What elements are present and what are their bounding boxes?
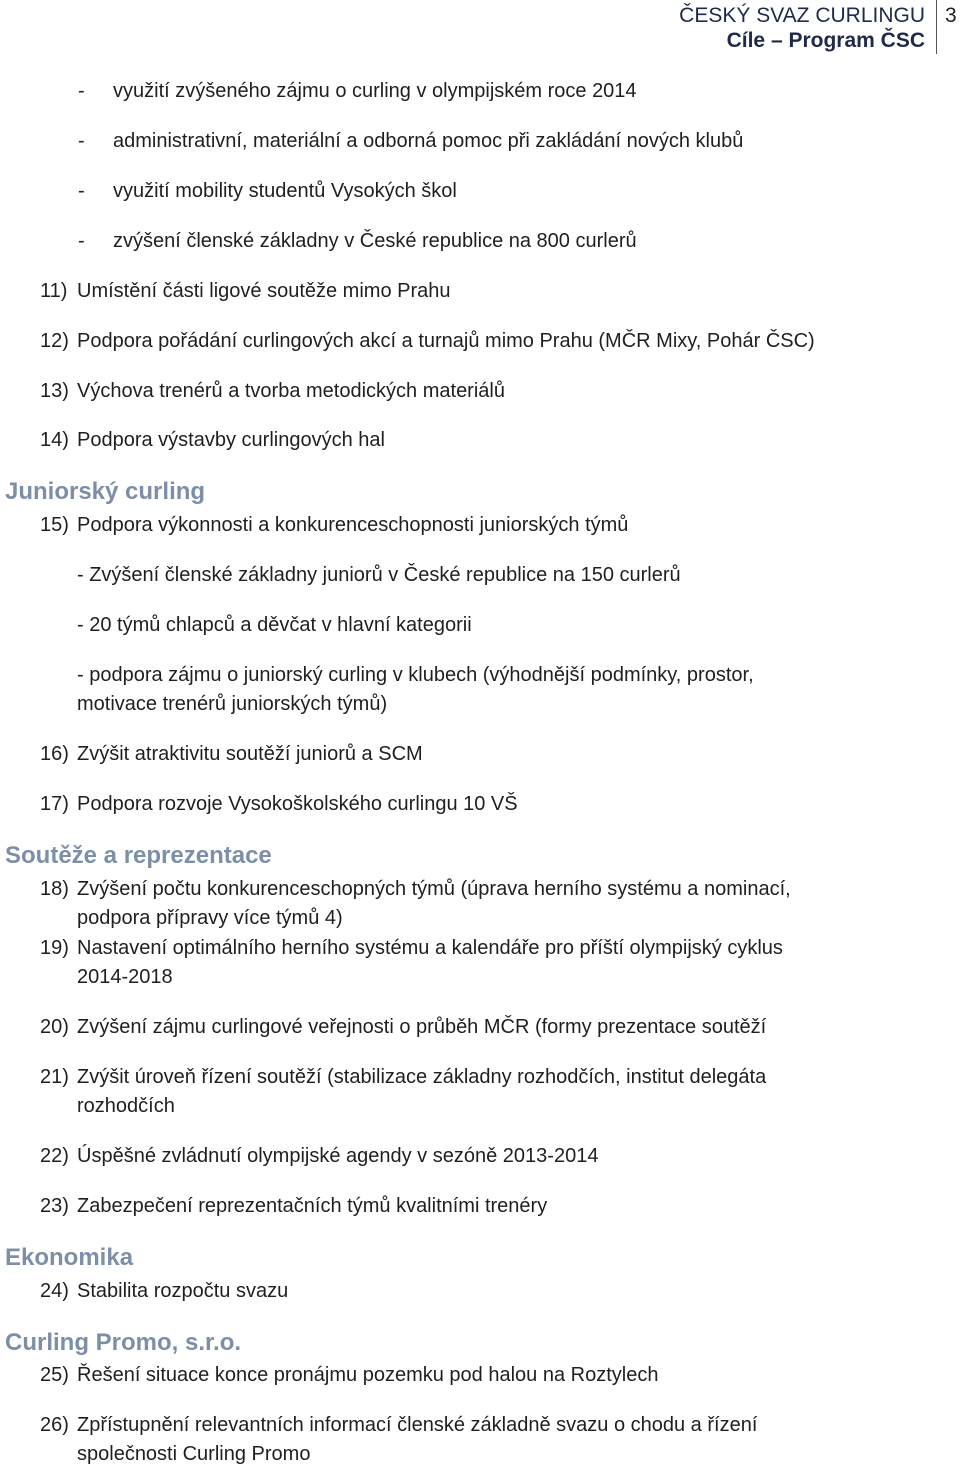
item-text: Zvýšit atraktivitu soutěží juniorů a SCM [77,743,423,765]
item-number: 18) [40,878,69,900]
item-text: podpora přípravy více týmů 4) [77,907,343,929]
item-text: Podpora výstavby curlingových hal [77,429,385,451]
item-number: 16) [40,743,69,765]
item-number: 17) [40,793,69,815]
item-text: společnosti Curling Promo [77,1443,311,1465]
item-text: Podpora rozvoje Vysokoškolského curlingu 10 VŠ [77,793,518,815]
item-number: 15) [40,514,69,536]
page-header [0,0,960,56]
item-text: Zvýšit úroveň řízení soutěží (stabilizace základny rozhodčích, institut delegáta [77,1066,767,1088]
item-number: 22) [40,1145,69,1167]
item-number: 24) [40,1280,69,1302]
item-number: 23) [40,1195,69,1217]
dash-bullet: - [78,80,85,102]
sub-item-text: - podpora zájmu o juniorský curling v klubech (výhodnější podmínky, prostor, [77,664,754,686]
sub-item-text: motivace trenérů juniorských týmů) [77,693,388,715]
dash-bullet: - [78,130,85,152]
item-text: Výchova trenérů a tvorba metodických materiálů [77,380,505,402]
item-text: Stabilita rozpočtu svazu [77,1280,289,1302]
section-heading-junior: Juniorský curling [5,478,206,505]
list-item-text: využití zvýšeného zájmu o curling v olympijském roce 2014 [113,80,637,102]
item-number: 11) [40,280,68,302]
item-number: 26) [40,1414,69,1436]
item-text: Zabezpečení reprezentačních týmů kvalitními trenéry [77,1195,548,1217]
header-divider [936,0,937,54]
item-text: Zpřístupnění relevantních informací členské základně svazu o chodu a řízení [77,1414,758,1436]
page-number: 3 [945,4,957,27]
item-text: 2014-2018 [77,966,173,988]
section-heading-promo: Curling Promo, s.r.o. [5,1329,242,1356]
header-org-name: ČESKÝ SVAZ CURLINGU [679,4,925,27]
list-item-text: administrativní, materiální a odborná pomoc při zakládání nových klubů [113,130,744,152]
item-number: 25) [40,1364,69,1386]
item-number: 19) [40,937,69,959]
dash-bullet: - [78,230,85,252]
item-text: Zvýšení zájmu curlingové veřejnosti o průběh MČR (formy prezentace soutěží [77,1016,767,1038]
item-text: rozhodčích [77,1095,175,1117]
header-subtitle: Cíle – Program ČSC [726,29,925,52]
item-text: Umístění části ligové soutěže mimo Prahu [77,280,451,302]
item-text: Podpora výkonnosti a konkurenceschopnosti juniorských týmů [77,514,629,536]
item-number: 12) [40,330,69,352]
item-text: Podpora pořádání curlingových akcí a turnajů mimo Prahu (MČR Mixy, Pohár ČSC) [77,330,815,352]
section-heading-competitions: Soutěže a reprezentace [5,842,272,869]
item-number: 20) [40,1016,69,1038]
list-item-text: zvýšení členské základny v České republice na 800 curlerů [113,230,637,252]
list-item-text: využití mobility studentů Vysokých škol [113,180,457,202]
item-text: Nastavení optimálního herního systému a kalendáře pro příští olympijský cyklus [77,937,783,959]
item-text: Řešení situace konce pronájmu pozemku pod halou na Roztylech [77,1364,659,1386]
dash-bullet: - [78,180,85,202]
item-number: 13) [40,380,69,402]
item-number: 21) [40,1066,69,1088]
item-number: 14) [40,429,69,451]
section-heading-economics: Ekonomika [5,1244,134,1271]
item-text: Zvýšení počtu konkurenceschopných týmů (úprava herního systému a nominací, [77,878,791,900]
item-text: Úspěšné zvládnutí olympijské agendy v sezóně 2013-2014 [77,1145,599,1167]
sub-item-text: - 20 týmů chlapců a děvčat v hlavní kategorii [77,614,472,636]
sub-item-text: - Zvýšení členské základny juniorů v České republice na 150 curlerů [77,564,681,586]
